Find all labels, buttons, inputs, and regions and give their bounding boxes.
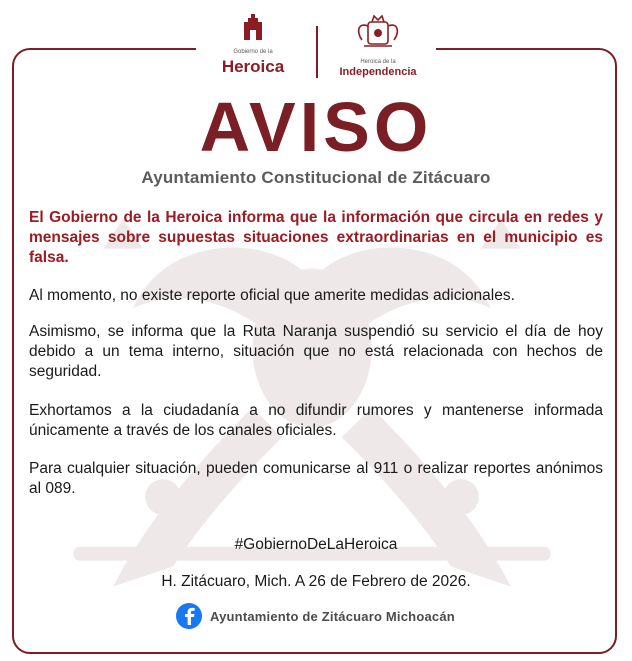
- coat-of-arms-icon: [352, 12, 404, 52]
- paragraph-no-report: Al momento, no existe reporte oficial que amerite medidas adicionales.: [29, 287, 515, 304]
- logo-right-big: Independencia: [339, 66, 417, 78]
- independencia-logo: [330, 12, 426, 84]
- date-line: H. Zitácuaro, Mich. A 26 de Febrero de 2026.: [161, 573, 471, 590]
- facebook-icon: [176, 603, 202, 629]
- paragraph-ruta-naranja: Asimismo, se informa que la Ruta Naranja suspendió su servicio el día de hoy debido a un tema interno, situación que no está relacionada con hechos de seguridad.: [29, 323, 603, 380]
- heroica-logo-icon: [238, 12, 268, 42]
- logo-right-small: Heroica de la: [360, 59, 396, 65]
- facebook-link[interactable]: [176, 603, 455, 629]
- logo-left-small: Gobierno de la: [233, 49, 273, 55]
- hashtag: #GobiernoDeLaHeroica: [234, 536, 398, 553]
- logo-left-big: Heroica: [221, 57, 285, 76]
- lead-statement: El Gobierno de la Heroica informa que la información que circula en redes y mensajes sobre supuestas situaciones extraordinarias en el municipio es falsa.: [29, 209, 603, 266]
- notice-title: AVISO: [199, 88, 433, 166]
- facebook-page-name: Ayuntamiento de Zitácuaro Michoacán: [210, 608, 455, 624]
- paragraph-exhortation: Exhortamos a la ciudadanía a no difundir rumores y mantenerse informada únicamente a través de los canales oficiales.: [29, 402, 603, 439]
- notice-subtitle: Ayuntamiento Constitucional de Zitácuaro: [141, 168, 491, 187]
- heroica-logo: [208, 12, 298, 84]
- logo-divider: [316, 26, 318, 78]
- paragraph-contact: Para cualquier situación, pueden comunicarse al 911 o realizar reportes anónimos al 089.: [29, 460, 603, 497]
